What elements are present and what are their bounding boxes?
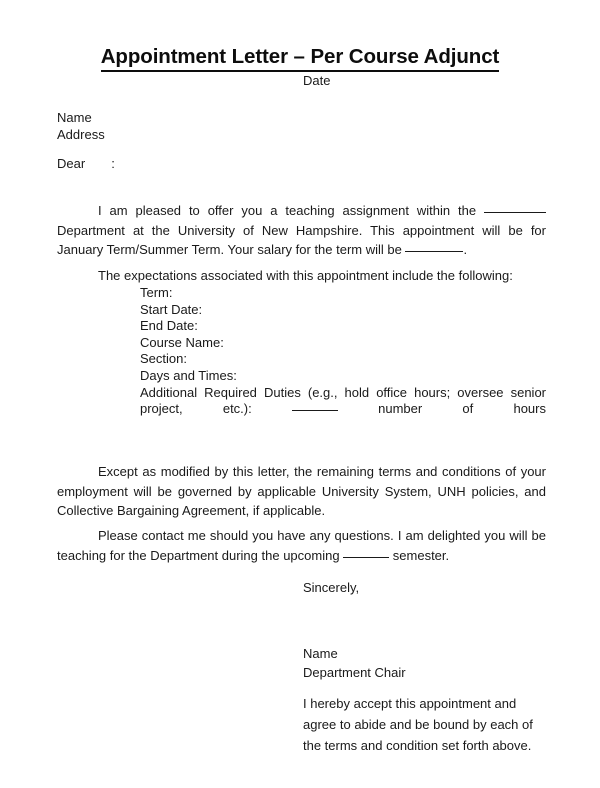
recipient-name-label: Name xyxy=(57,110,92,125)
signer-name-label: Name xyxy=(303,646,338,661)
detail-section: Section: xyxy=(140,351,187,367)
offer-text-part1: I am pleased to offer you a teaching assignment within the xyxy=(98,203,484,218)
salutation xyxy=(57,156,115,171)
signature-block xyxy=(303,645,406,682)
page-title xyxy=(0,45,600,72)
date-label: Date xyxy=(303,73,331,88)
offer-text-part2: Department at the University of New Hampshire. This appointment will be for January Term/Summer Term. Your salary for the term will be xyxy=(57,222,546,257)
paragraph-expectations-intro xyxy=(57,266,546,286)
blank-department-field[interactable] xyxy=(484,212,546,213)
recipient-block xyxy=(57,110,105,143)
detail-course-name: Course Name: xyxy=(140,334,224,350)
paragraph-offer xyxy=(57,201,546,260)
additional-duties-text-part1: Additional Required Duties (e.g., hold office hours; oversee senior project, etc.): xyxy=(140,384,546,417)
offer-text-part3: . xyxy=(463,242,468,257)
contact-text-part1: Please contact me should you have any questions. I am delighted you will be teaching for the Department during the upcoming xyxy=(57,528,546,563)
detail-additional-duties xyxy=(140,385,546,435)
recipient-address-label: Address xyxy=(57,126,105,142)
detail-end-date: End Date: xyxy=(140,318,198,334)
blank-semester-field[interactable] xyxy=(343,557,389,558)
salutation-prefix: Dear xyxy=(57,156,86,171)
except-text: Except as modified by this letter, the remaining terms and conditions of your employment will be governed by applicable University System, UNH policies, and Collective Bargaining Agreement, if applicable. xyxy=(57,464,546,518)
contact-text-part2: semester. xyxy=(389,547,450,563)
paragraph-except xyxy=(57,462,546,521)
appointment-details-list xyxy=(140,285,546,434)
salutation-colon: : xyxy=(111,156,115,171)
detail-start-date: Start Date: xyxy=(140,301,203,317)
acceptance-line-1: I hereby accept this appointment and xyxy=(303,696,517,711)
acceptance-line-2: agree to abide and be bound by each of xyxy=(303,717,533,732)
detail-days-and-times: Days and Times: xyxy=(140,367,237,383)
detail-term: Term: xyxy=(140,285,173,300)
expectations-intro-text: The expectations associated with this appointment include the following: xyxy=(98,268,513,283)
blank-salary-field[interactable] xyxy=(405,251,463,252)
closing-salutation: Sincerely, xyxy=(303,580,360,595)
blank-hours-field[interactable] xyxy=(292,410,338,411)
additional-duties-text-part2: number of hours xyxy=(337,401,546,417)
paragraph-contact xyxy=(57,526,546,565)
signer-title-label: Department Chair xyxy=(303,664,406,680)
acceptance-line-3: the terms and condition set forth above. xyxy=(303,738,532,753)
acceptance-statement xyxy=(303,693,553,756)
page-title-text: Appointment Letter – Per Course Adjunct xyxy=(101,45,500,72)
